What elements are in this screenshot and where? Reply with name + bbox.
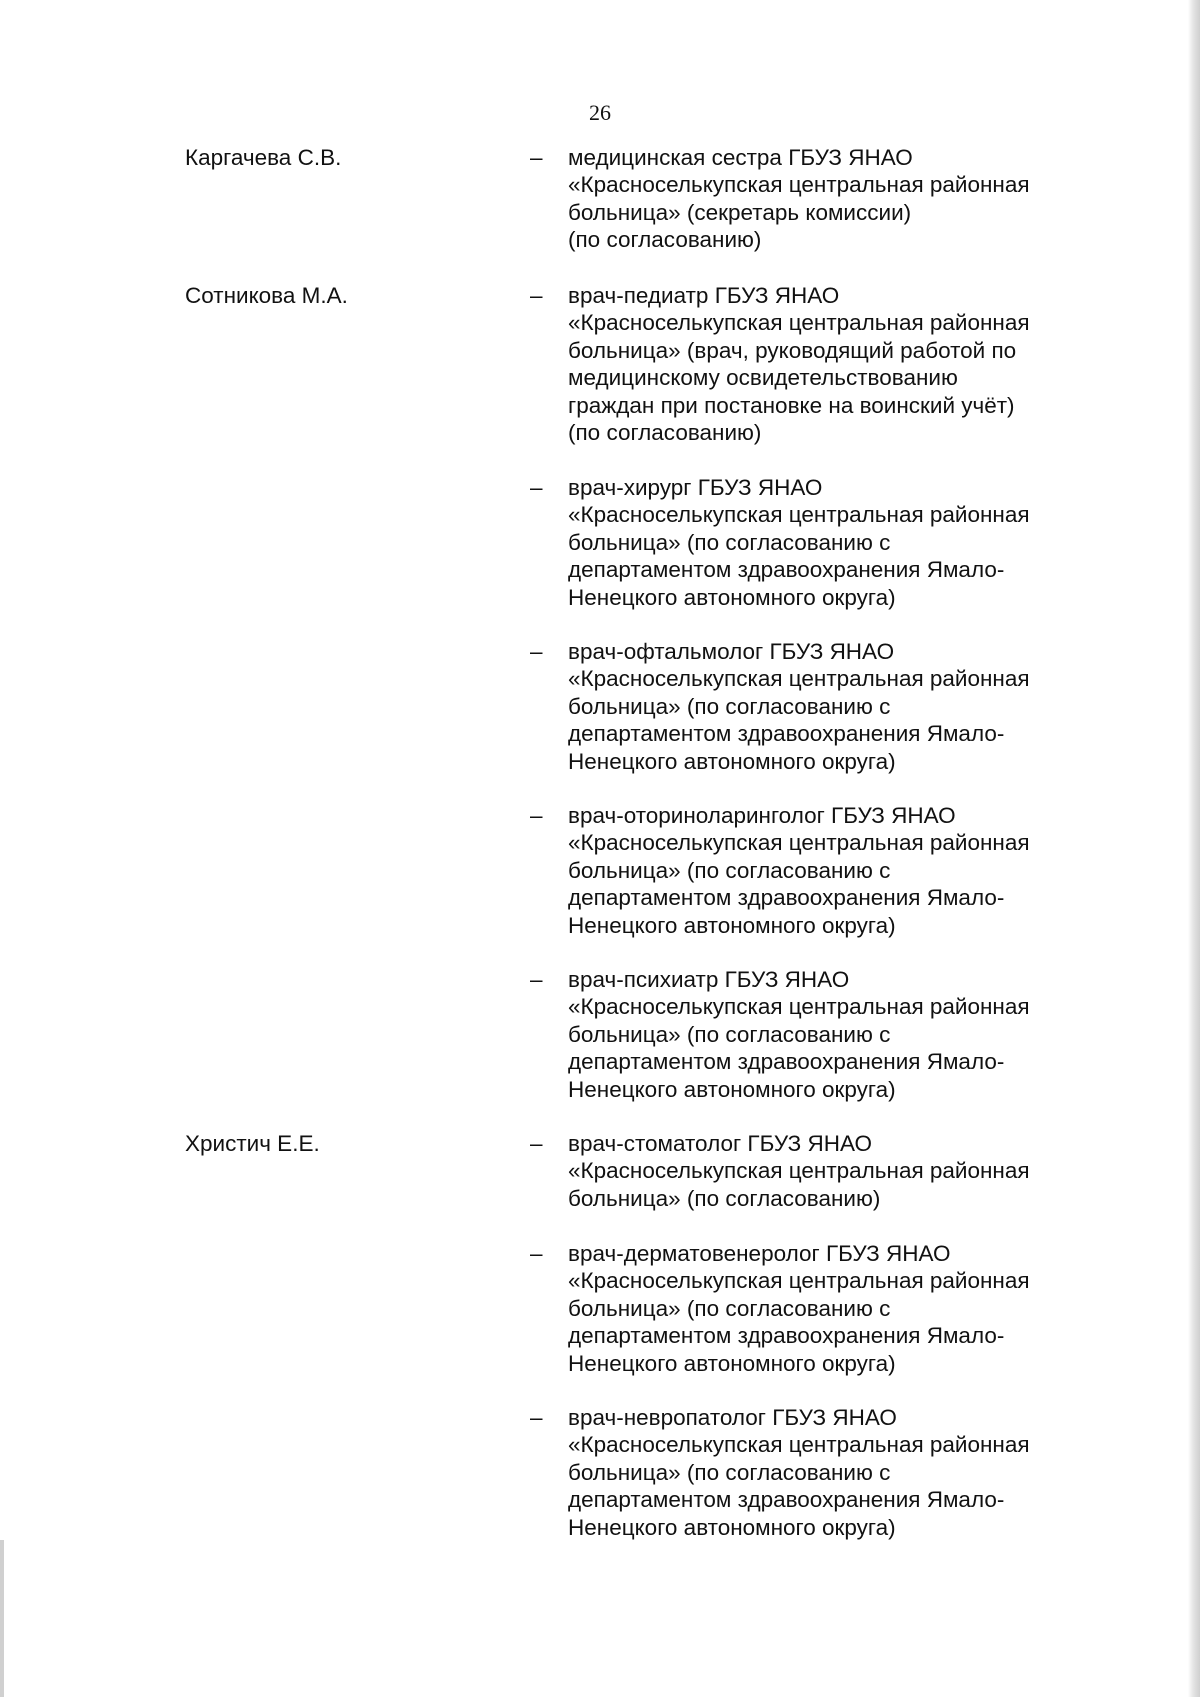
scan-edge-right bbox=[1188, 0, 1200, 1697]
role-description: врач-стоматолог ГБУЗ ЯНАО «Красноселькупская центральная районная больница» (по согласованию) bbox=[568, 1131, 1030, 1211]
role-description: врач-психиатр ГБУЗ ЯНАО «Красноселькупская центральная районная больница» (по согласованию с департаментом здравоохранения Ямало- Ненецкого автономного округа) bbox=[568, 967, 1030, 1102]
role-description: врач-дерматовенеролог ГБУЗ ЯНАО «Красноселькупская центральная районная больница» (по согласованию с департаментом здравоохранения Ямало- Ненецкого автономного округа) bbox=[568, 1241, 1030, 1376]
person-name: Христич Е.Е. bbox=[185, 1131, 320, 1156]
person-name: Сотникова М.А. bbox=[185, 283, 348, 308]
role-description: врач-оториноларинголог ГБУЗ ЯНАО «Красноселькупская центральная районная больница» (по согласованию с департаментом здравоохранения Ямало- Ненецкого автономного округа) bbox=[568, 803, 1030, 938]
person-name: Каргачева С.В. bbox=[185, 145, 342, 170]
entry-dash: – bbox=[530, 145, 543, 170]
role-description: врач-невропатолог ГБУЗ ЯНАО «Красноселькупская центральная районная больница» (по согласованию с департаментом здравоохранения Ямало- Ненецкого автономного округа) bbox=[568, 1405, 1030, 1540]
entry-dash: – bbox=[530, 1405, 543, 1430]
role-description: медицинская сестра ГБУЗ ЯНАО «Красноселькупская центральная районная больница» (секретарь комиссии) (по согласованию) bbox=[568, 145, 1030, 253]
role-description: врач-педиатр ГБУЗ ЯНАО «Красноселькупская центральная районная больница» (врач, руководящий работой по медицинскому освидетельствованию граждан при постановке на воинский учёт) (по согласованию) bbox=[568, 283, 1030, 446]
entry-dash: – bbox=[530, 1241, 543, 1266]
entry-dash: – bbox=[530, 475, 543, 500]
page-number-container bbox=[0, 100, 1200, 126]
entry-dash: – bbox=[530, 283, 543, 308]
entry-dash: – bbox=[530, 639, 543, 664]
page-number: 26 bbox=[589, 100, 611, 125]
role-description: врач-офтальмолог ГБУЗ ЯНАО «Красноселькупская центральная районная больница» (по согласованию с департаментом здравоохранения Ямало- Ненецкого автономного округа) bbox=[568, 639, 1030, 774]
scan-edge-left bbox=[0, 1540, 4, 1697]
entry-dash: – bbox=[530, 967, 543, 992]
role-description: врач-хирург ГБУЗ ЯНАО «Красноселькупская центральная районная больница» (по согласованию с департаментом здравоохранения Ямало- Ненецкого автономного округа) bbox=[568, 475, 1030, 610]
entry-dash: – bbox=[530, 1131, 543, 1156]
entry-dash: – bbox=[530, 803, 543, 828]
